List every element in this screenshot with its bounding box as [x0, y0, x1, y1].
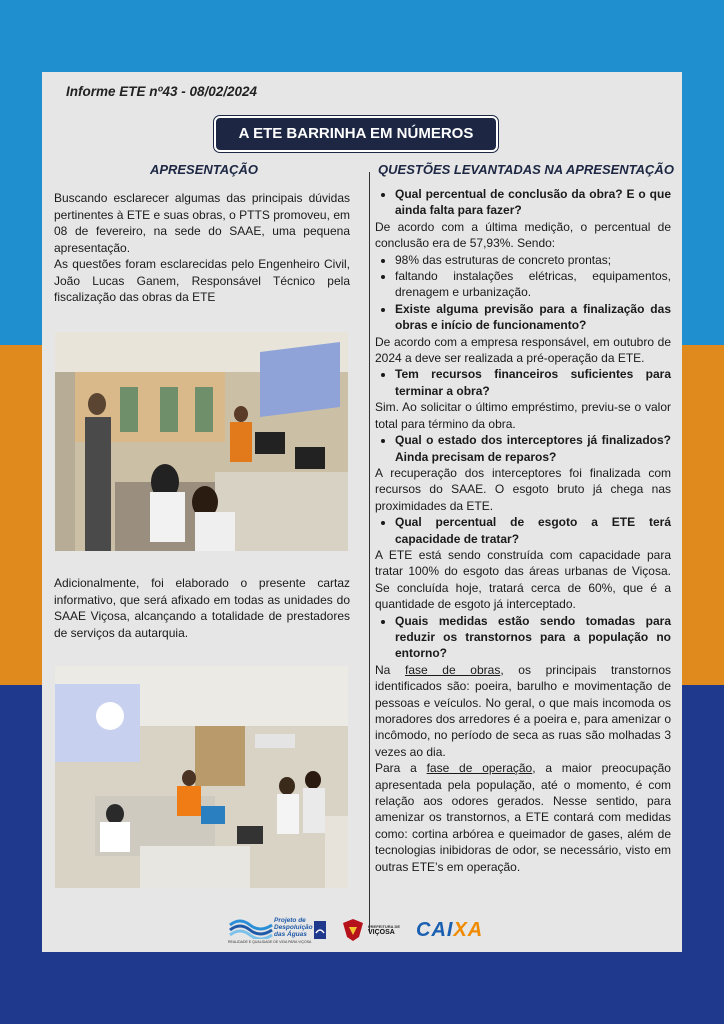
- question-5: • Qual percentual de esgoto a ETE terá capacidade de tratar?: [395, 514, 671, 547]
- answer-6-pre: Na: [375, 662, 405, 677]
- answer-7-post: , a maior preocupação apresentada pela população, até o momento, é com relação aos odores gerados. Nesse sentido, para amenizar os transtornos, a ETE contará com medidas como: cortina arbórea e queimador de gases, além de tecnologias inibidoras de odor, se necessário, visto em outras ETE’s em operação.: [375, 761, 671, 874]
- answer-1-bullet-2: • faltando instalações elétricas, equipamentos, drenagem e urbanização.: [395, 268, 671, 301]
- caixa-logo-part-1: CAI: [416, 919, 454, 941]
- presentation-photo-2: [55, 666, 348, 888]
- answer-6-post: , os principais transtornos identificados são: poeira, barulho e movimentação de pessoas e veículos. No geral, o que mais incomoda os moradores dos arredores é a poeira e, para amenizar o incômodo, no período de seca as ruas são molhadas 3 vezes ao dia.: [375, 662, 671, 759]
- answer-5: A ETE está sendo construída com capacidade para tratar 100% do esgoto das áreas urbanas de Viçosa. Se concluída hoje, tratará cerca de 60%, que é a quantidade de esgoto já interceptado.: [375, 547, 671, 612]
- answer-6-phase-label: fase de obras: [404, 662, 501, 677]
- caixa-logo: [416, 919, 483, 942]
- newsletter-sheet: [42, 72, 682, 952]
- answer-2: De acordo com a empresa responsável, em outubro de 2024 a deve ser realizada a pré-operação da ETE.: [375, 334, 671, 366]
- question-1: • Qual percentual de conclusão da obra? E o que ainda falta para fazer?: [395, 186, 671, 219]
- answer-6: [375, 662, 671, 760]
- answer-4: A recuperação dos interceptores foi finalizada com recursos do SAAE. O esgoto bruto já chega nas proximidades da ETE.: [375, 465, 671, 513]
- column-divider: [369, 172, 370, 932]
- wave-icon: [228, 917, 274, 939]
- prefeitura-label: PREFEITURA DE: [368, 924, 401, 929]
- despoluicao-title-line-3: das Águas: [274, 931, 307, 938]
- despoluicao-logo: [228, 917, 328, 947]
- answer-7-phase-label: fase de operação: [426, 761, 533, 776]
- intro-paragraph: Buscando esclarecer algumas das principais dúvidas pertinentes à ETE e suas obras, o PTTS promoveu, em 08 de fevereiro, na sede do SAAE, uma pequena apresentação.: [54, 191, 350, 255]
- question-4: • Qual o estado dos interceptores já finalizados? Ainda precisam de reparos?: [395, 432, 671, 465]
- despoluicao-title-line-2: Despoluição: [274, 924, 313, 931]
- additional-text: [54, 575, 350, 641]
- coat-of-arms-icon: [340, 917, 366, 943]
- question-2: • Existe alguma previsão para a finalização das obras e início de funcionamento?: [395, 301, 671, 334]
- answer-1: De acordo com a última medição, o percentual de conclusão era de 57,93%. Sendo:: [375, 219, 671, 251]
- despoluicao-title: [274, 917, 313, 938]
- right-column-title: QUESTÕES LEVANTADAS NA APRESENTAÇÃO: [378, 162, 674, 177]
- saae-emblem-icon: [314, 921, 326, 939]
- presentation-photo-1: [55, 332, 348, 551]
- questions-column: [375, 186, 671, 875]
- prefeitura-vicosa-logo: [340, 917, 410, 947]
- answer-7-pre: Para a: [375, 761, 427, 776]
- answer-1-bullet-1: • 98% das estruturas de concreto prontas;: [395, 252, 671, 268]
- despoluicao-title-line-1: Projeto de: [274, 917, 306, 924]
- question-3: • Tem recursos financeiros suficientes para terminar a obra?: [395, 366, 671, 399]
- despoluicao-subtitle: REALIDADE E QUALIDADE DE VIDA PARA VIÇOSA: [228, 940, 312, 944]
- intro-paragraph-2: As questões foram esclarecidas pelo Engenheiro Civil, João Lucas Ganem, Responsável Técnico pela fiscalização das obras da ETE: [54, 257, 350, 304]
- footer-logos: [228, 917, 498, 947]
- answer-3: Sim. Ao solicitar o último empréstimo, previu-se o valor total para término da obra.: [375, 400, 671, 431]
- vicosa-label: VIÇOSA: [368, 929, 395, 936]
- caixa-logo-part-2: XA: [453, 919, 484, 941]
- intro-text: [54, 190, 350, 306]
- headline-banner: A ETE BARRINHA EM NÚMEROS: [214, 116, 498, 152]
- answer-7: [375, 760, 671, 875]
- left-column-title: APRESENTAÇÃO: [149, 162, 259, 177]
- question-6: • Quais medidas estão sendo tomadas para reduzir os transtornos para a população no entorno?: [395, 613, 671, 662]
- additional-paragraph: Adicionalmente, foi elaborado o presente cartaz informativo, que será afixado em todas as unidades do SAAE Viçosa, alcançando a totalidade de prestadores de serviços da autarquia.: [54, 576, 350, 640]
- issue-title: Informe ETE nº43 - 08/02/2024: [66, 84, 258, 99]
